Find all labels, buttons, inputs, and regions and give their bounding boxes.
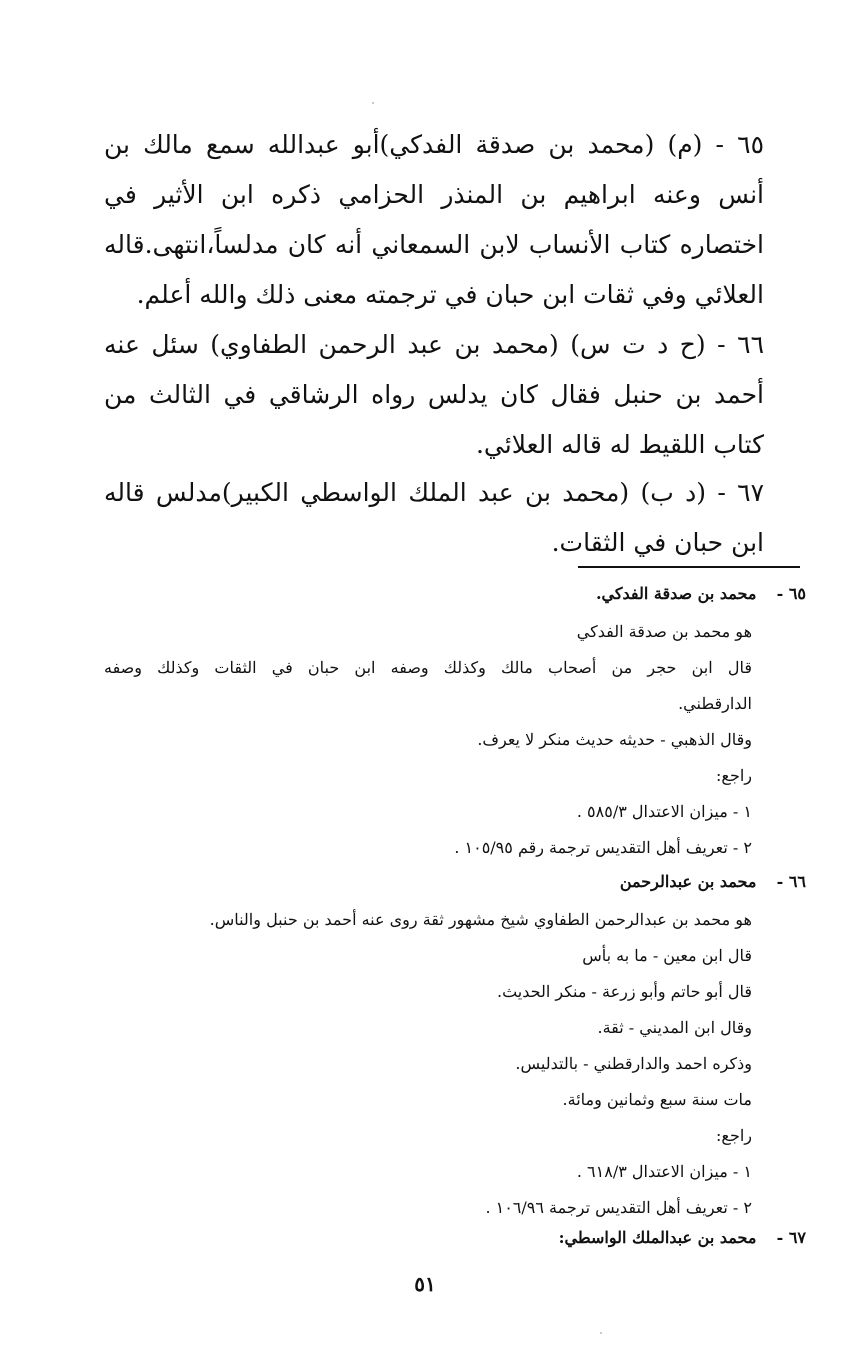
footnote-66-line: راجع: [716,1126,752,1145]
footnote-65-line: هو محمد بن صدقة الفدكي [576,622,752,641]
footnote-67-number: ٦٧ - [776,1228,806,1247]
scan-speck [600,1332,602,1334]
footnote-66-line: ٢ - تعريف أهل التقديس ترجمة ١٠٦/٩٦ . [485,1198,752,1217]
entry-65: ٦٥ - (م) (محمد بن صدقة الفدكي)أبو عبدالله سمع مالك بن أنس وعنه ابراهيم بن المنذر الحزامي ذكره ابن الأثير في اختصاره كتاب الأنساب لابن السمعاني أنه كان مدلساً،انتهى.قاله العلائي وفي ثقات ابن حبان في ترجمته معنى ذلك والله أعلم. [104,130,764,309]
footnote-66-line: وذكره احمد والدارقطني - بالتدليس. [515,1054,752,1073]
footnote-66-line: ١ - ميزان الاعتدال ٦١٨/٣ . [576,1162,752,1181]
footnote-66-line: وقال ابن المديني - ثقة. [597,1018,752,1037]
footnote-66-line: هو محمد بن عبدالرحمن الطفاوي شيخ مشهور ثقة روى عنه أحمد بن حنبل والناس. [209,910,752,929]
footnote-66-title: محمد بن عبدالرحمن [619,872,757,891]
footnote-65-line: وقال الذهبي - حديثه حديث منكر لا يعرف. [477,730,752,749]
scan-speck [372,102,374,104]
footnote-65-number: ٦٥ - [776,584,806,603]
footnote-67-heading [559,1222,806,1254]
footnote-66-line: قال ابن معين - ما به بأس [582,946,752,965]
entry-66: ٦٦ - (ح د ت س) (محمد بن عبد الرحمن الطفاوي) سئل عنه أحمد بن حنبل فقال كان يدلس رواه الرشاقي في الثالث من كتاب اللقيط له قاله العلائي. [104,330,764,459]
footnote-65-line: الدارقطني. [678,694,752,713]
footnote-66-line: قال أبو حاتم وأبو زرعة - منكر الحديث. [496,982,752,1001]
footnote-65-heading [596,578,806,610]
footnote-66-heading [620,866,806,898]
footnote-66-number: ٦٦ - [776,872,806,891]
footnote-65-title: محمد بن صدقة الفدكي. [595,584,757,603]
footnote-67-title: محمد بن عبدالملك الواسطي: [558,1228,757,1247]
footnote-66-line: مات سنة سبع وثمانين ومائة. [562,1090,752,1109]
page-number: ٥١ [414,1272,436,1296]
entry-67: ٦٧ - (د ب) (محمد بن عبد الملك الواسطي الكبير)مدلس قاله ابن حبان في الثقات. [104,478,764,557]
footnote-65-line: راجع: [716,766,752,785]
footnote-separator [578,566,800,568]
footnote-65-line: ١ - ميزان الاعتدال ٥٨٥/٣ . [576,802,752,821]
footnote-65-line: قال ابن حجر من أصحاب مالك وكذلك وصفه ابن حبان في الثقات وكذلك وصفه [104,658,752,677]
footnote-65-line: ٢ - تعريف أهل التقديس ترجمة رقم ١٠٥/٩٥ . [454,838,752,857]
